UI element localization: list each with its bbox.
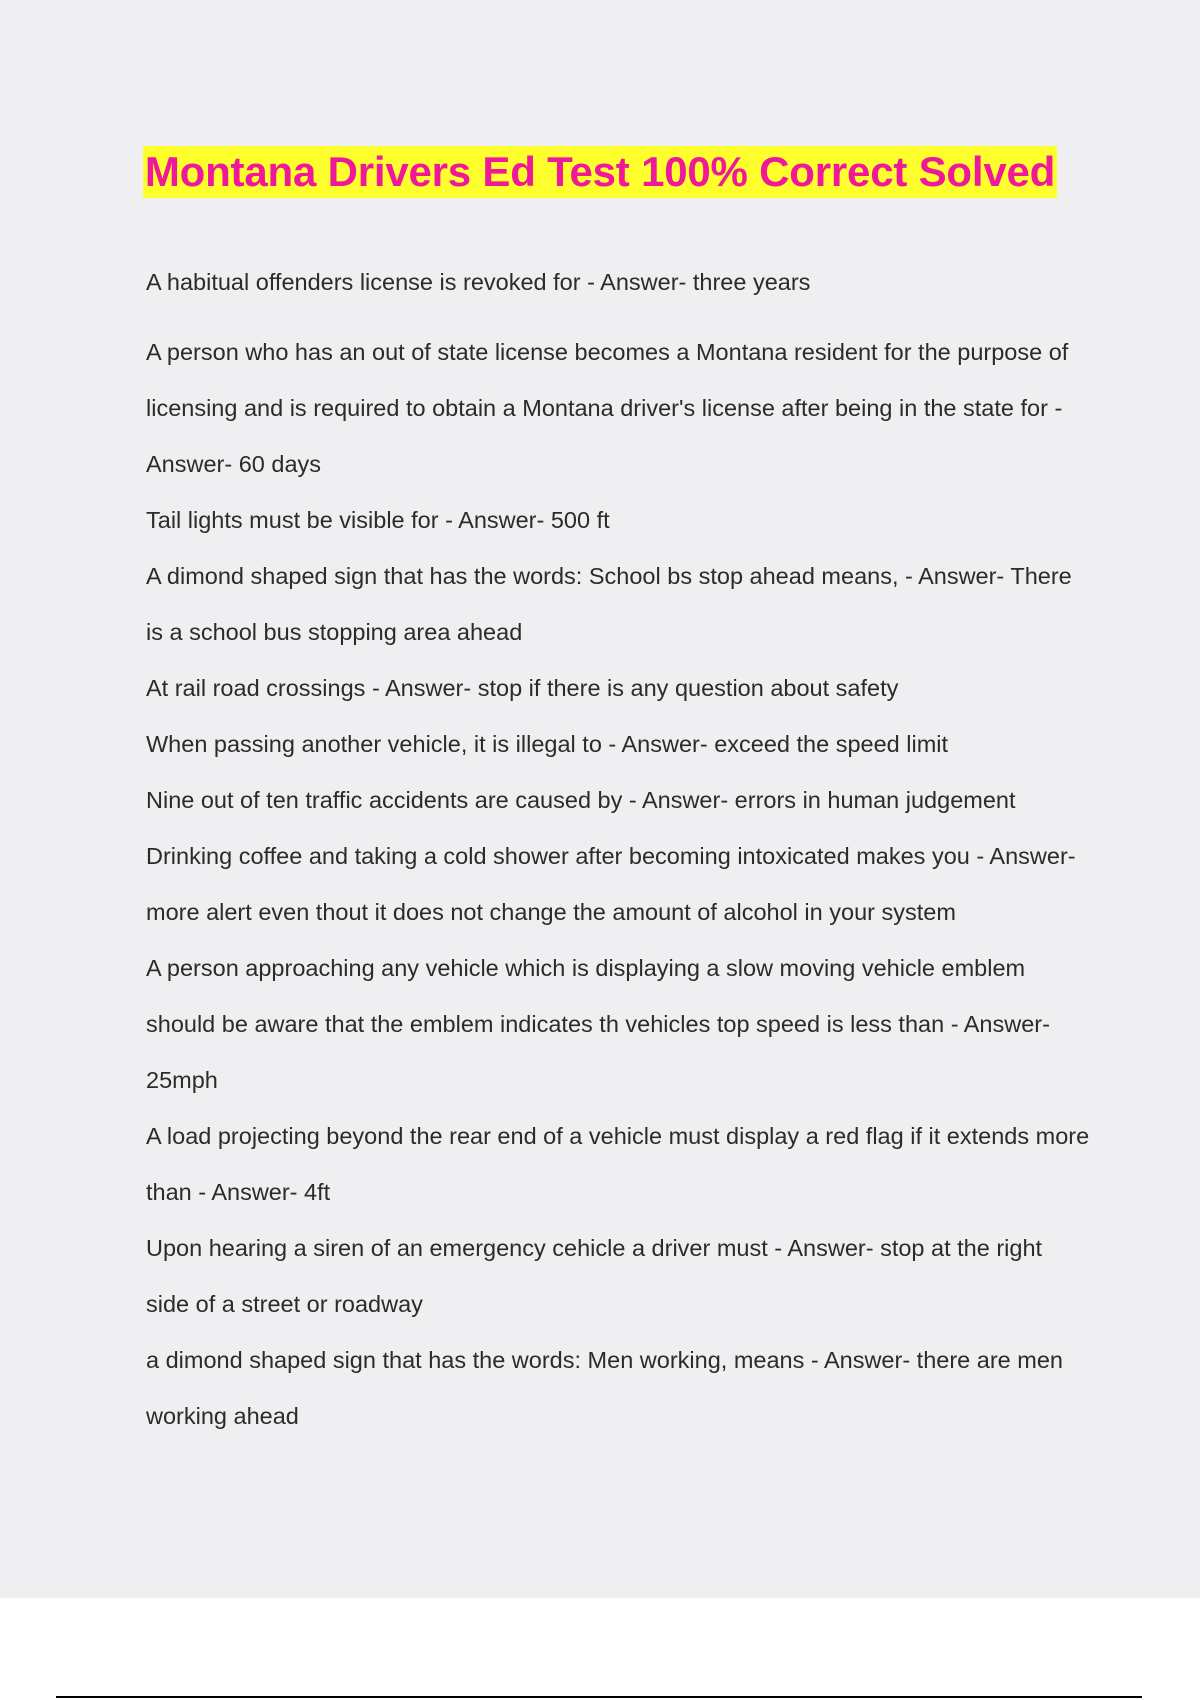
bottom-divider: [56, 1696, 1142, 1698]
qa-item: A dimond shaped sign that has the words: School bs stop ahead means, - Answer- There is a school bus stopping area ahead: [146, 563, 1072, 645]
qa-item: A person approaching any vehicle which is displaying a slow moving vehicle emblem should be aware that the emblem indicates th vehicles top speed is less than - Answer- 25mph: [146, 955, 1050, 1093]
document-title: Montana Drivers Ed Test 100% Correct Solved: [143, 146, 1057, 198]
qa-item: A load projecting beyond the rear end of a vehicle must display a red flag if it extends more than - Answer- 4ft: [146, 1123, 1090, 1205]
qa-list: [146, 258, 1091, 1444]
qa-item: a dimond shaped sign that has the words: Men working, means - Answer- there are men working ahead: [146, 1347, 1063, 1429]
qa-item: A habitual offenders license is revoked for - Answer- three years: [146, 269, 811, 295]
qa-item: Drinking coffee and taking a cold shower after becoming intoxicated makes you - Answer- more alert even thout it does not change the amount of alcohol in your system: [146, 843, 1076, 925]
qa-item: When passing another vehicle, it is illegal to - Answer- exceed the speed limit: [146, 731, 949, 757]
qa-item: At rail road crossings - Answer- stop if there is any question about safety: [146, 675, 899, 701]
qa-item: Upon hearing a siren of an emergency cehicle a driver must - Answer- stop at the right side of a street or roadway: [146, 1235, 1043, 1317]
qa-item: A person who has an out of state license becomes a Montana resident for the purpose of licensing and is required to obtain a Montana driver's license after being in the state for - Answer- 60 days: [146, 339, 1069, 477]
title-container: [0, 146, 1200, 198]
qa-item: Tail lights must be visible for - Answer- 500 ft: [146, 507, 610, 533]
qa-item: Nine out of ten traffic accidents are caused by - Answer- errors in human judgement: [146, 787, 1016, 813]
